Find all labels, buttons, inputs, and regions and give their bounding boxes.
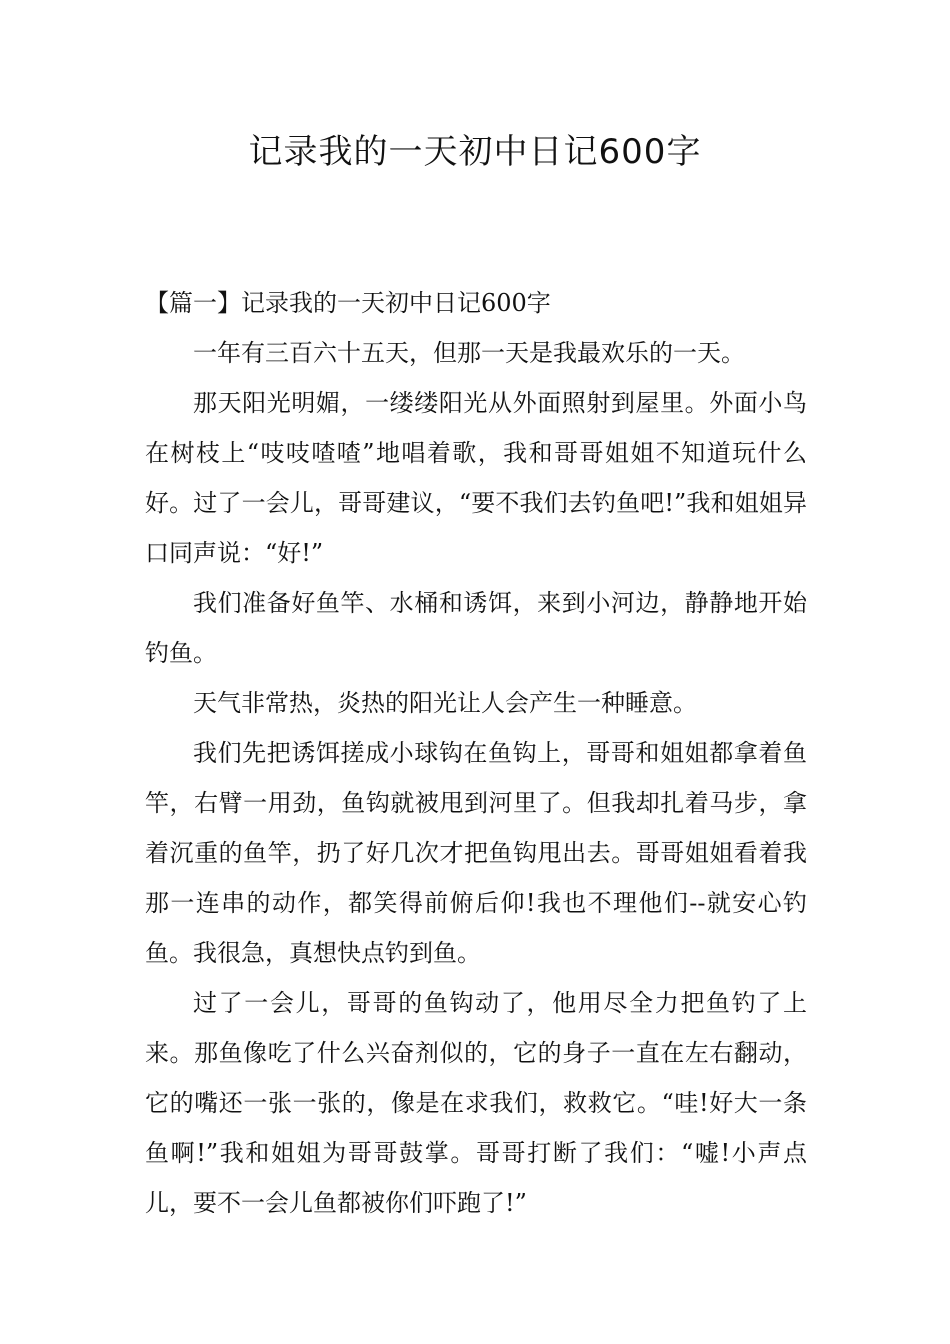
paragraph: 那天阳光明媚，一缕缕阳光从外面照射到屋里。外面小鸟在树枝上“吱吱喳喳”地唱着歌，我和哥哥姐姐不知道玩什么好。过了一会儿，哥哥建议，“要不我们去钓鱼吧!”我和姐姐异口同声说：“好!” xyxy=(145,389,807,567)
paragraph: 我们准备好鱼竿、水桶和诱饵，来到小河边，静静地开始钓鱼。 xyxy=(145,589,807,667)
document-body xyxy=(145,278,807,1228)
paragraph: 过了一会儿，哥哥的鱼钩动了，他用尽全力把鱼钓了上来。那鱼像吃了什么兴奋剂似的，它的身子一直在左右翻动，它的嘴还一张一张的，像是在求我们，救救它。“哇!好大一条鱼啊!”我和姐姐为哥哥鼓掌。哥哥打断了我们：“嘘!小声点儿，要不一会儿鱼都被你们吓跑了!” xyxy=(145,989,807,1217)
section-heading: 【篇一】记录我的一天初中日记600字 xyxy=(145,289,551,317)
document-title: 记录我的一天初中日记600字 xyxy=(248,132,702,172)
paragraph: 我们先把诱饵搓成小球钩在鱼钩上，哥哥和姐姐都拿着鱼竿，右臂一用劲，鱼钩就被甩到河里了。但我却扎着马步，拿着沉重的鱼竿，扔了好几次才把鱼钩甩出去。哥哥姐姐看着我那一连串的动作，都笑得前俯后仰!我也不理他们--就安心钓鱼。我很急，真想快点钓到鱼。 xyxy=(145,739,807,967)
paragraph: 一年有三百六十五天，但那一天是我最欢乐的一天。 xyxy=(193,339,745,367)
paragraph: 天气非常热，炎热的阳光让人会产生一种睡意。 xyxy=(193,689,697,717)
